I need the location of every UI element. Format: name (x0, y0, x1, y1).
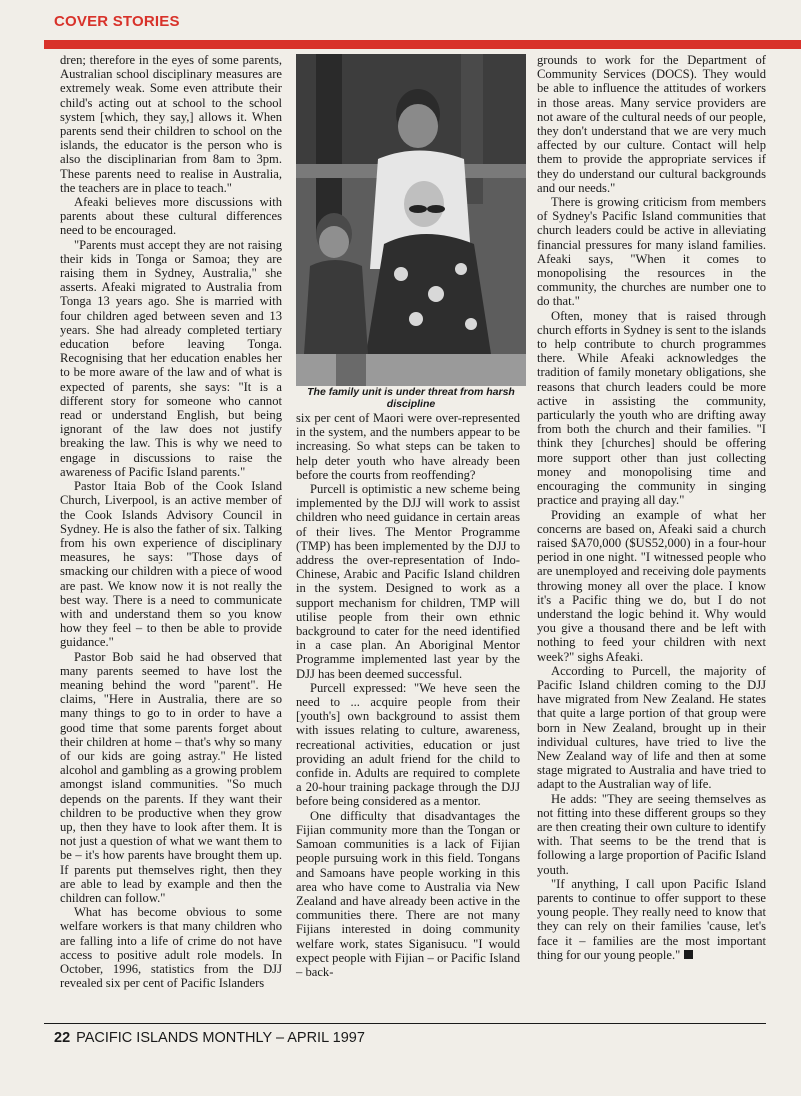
paragraph: Often, money that is raised through church efforts in Sydney is sent to the islands to help contribute to church programmes there. While Afeaki acknowledges the tradition of family monetary obligations, she reasons that church leaders could be more active in assisting the community, particularly the youth who are drifting away from both the church and their families. "I think they [churches] should be offering more support other than just collecting money and monopolising time and encouraging the community in singing practice and praying all day." (537, 308, 766, 508)
paragraph (537, 877, 766, 962)
paragraph: What has become obvious to some welfare workers is that many children who are falling into a life of crime do not have access to positive adult role models. In October, 1996, statistics from the DJJ revealed six per cent of Pacific Islanders (60, 905, 282, 991)
paragraph: According to Purcell, the majority of Pacific Island children coming to the DJJ have migrated from New Zealand. He states that quite a large portion of that group were born in New Zealand, brought up in their individual cultures, have tried to live the New Zealand way of life and then at some stage migrated to Australia and have tried to adapt to the Australian way of life. (537, 663, 766, 792)
end-of-story-icon (684, 950, 693, 959)
photo-caption: The family unit is under threat from harsh discipline (307, 386, 515, 410)
header-rule (44, 40, 801, 49)
paragraph: six per cent of Maori were over-represented in the system, and the numbers appear to be increasing. So what steps can be taken to help deter youth who have already been before the courts from reoffending? (296, 411, 520, 482)
footer-rule (44, 1023, 766, 1024)
column-2 (296, 411, 520, 979)
paragraph: Pastor Itaia Bob of the Cook Island Church, Liverpool, is an active member of the Cook Islands Advisory Council in Sydney. He is also the father of six. Talking from his own experience of disciplinary measures, he says: "Those days of smacking our children with a piece of wood are past. We know now it is not really the best way. There is a need to communicate with and understand them so you know how they feel – to then be able to provide guidance." (60, 479, 282, 650)
paragraph: Purcell expressed: "We heve seen the need to ... acquire people from their [youth's] own background to assist them with issues relating to culture, awareness, recreational activities, education or just providing an adult friend for the child to confide in. Adults are required to complete a 20-hour training package through the DJJ before being considered as a mentor. (296, 680, 520, 809)
paragraph: Afeaki believes more discussions with parents about these cultural differences need to be encouraged. (60, 195, 282, 238)
publication-line: PACIFIC ISLANDS MONTHLY – APRIL 1997 (76, 1030, 365, 1046)
column-3 (537, 53, 766, 962)
paragraph: dren; therefore in the eyes of some parents, Australian school disciplinary measures are extremely weak. Some even attribute their child's acting out at school to the school system [which, they say,] allows it. When parents send their children to school on the islands, the educator is the person who is also the disciplinarian from 8am to 3pm. These parents need to realise in Australia, the teachers are in place to teach." (60, 53, 282, 195)
paragraph: Providing an example of what her concerns are based on, Afeaki said a church raised $A70,000 ($US52,000) in a four-hour period in one night. "I witnessed people who are unemployed and receiving dole payments throwing money all over the place. I know it's a Pacific thing we do, but I do not understand the logic behind it. Why would you give a thousand there and be left with nothing to feed your children with next week?" sighs Afeaki. (537, 507, 766, 664)
paragraph: There is growing criticism from members of Sydney's Pacific Island communities that church leaders could be active in alleviating financial pressures for many island families. Afeaki says, "When it comes to monopolising the resources in the community, the churches are number one to do that." (537, 195, 766, 309)
paragraph: One difficulty that disadvantages the Fijian community more than the Tongan or Samoan communities is a lack of Fijian people pursuing work in this field. Tongans and Samoans have people working in this area who have come to Australia via New Zealand and have already been active in the communities there. There are not many Fijians interested in doing community welfare work, states Siganisucu. "I would expect people with Fijian – or Pacific Island – back- (296, 808, 520, 979)
page-number: 22 (54, 1030, 71, 1046)
paragraph: He adds: "They are seeing themselves as not fitting into these different groups so they are then creating their own culture to identify with. That seems to be the trend that is following a large proportion of Pacific Island youth. (537, 791, 766, 877)
family-photo (296, 54, 526, 386)
paragraph: grounds to work for the Department of Community Services (DOCS). They would be able to influence the attitudes of workers in those areas. Many service providers are not aware of the cultural needs of our people, they don't understand that we are very much affected by our culture. Contact will help them to provide the appropriate services if they do understand our cultural backgrounds and our needs." (537, 53, 766, 195)
paragraph: Purcell is optimistic a new scheme being implemented by the DJJ will work to assist children who need guidance in certain areas of their lives. The Mentor Programme (TMP) has been implemented by the DJJ to address the over-representation of Indo-Chinese, Arabic and Pacific Island children in the system. Designed to work as a support mechanism for children, TMP will utilise people from their own ethnic background to cater for the need identified in a case plan. An Aboriginal Mentor Programme implemented last year by the DJJ has been deemed successful. (296, 482, 520, 681)
paragraph: Pastor Bob said he had observed that many parents seemed to have lost the meaning behind the word "parent". He claims, "Here in Australia, there are so many things to go to in order to have a good time that some parents forget about their children at home – that's why so many of our kids are going astray." He listed alcohol and gambling as a growing problem amongst island communities. "So much depends on the parents. If they want their children to be productive when they grow up, then they have to look after them. It is not just a question of what we want them to be – it's how parents have brought them up. If parents put themselves right, then they are able to lead by example and then the children can follow." (60, 649, 282, 905)
closing-paragraph: "If anything, I call upon Pacific Island parents to continue to offer support to these young people. They really need to know that they can rely on their families 'cause, let's face it – families are the most important thing for our young people." (537, 876, 766, 962)
paragraph: "Parents must accept they are not raising their kids in Tonga or Samoa; they are raising them in Sydney, Australia," she asserts. Afeaki migrated to Australia from Tonga 13 years ago. She is married with four children aged between seven and 13 years. She had already completed tertiary education before leaving Tonga. Recognising that her education enables her to be more aware of the law and of what is expected of parents, she says: "It is a different story for someone who cannot read or understand English, but being ignorant of the law does not justify breaking the law. This is why we need to engage in discussions to raise the awareness of Pacific Island parents." (60, 237, 282, 479)
column-1 (60, 53, 282, 990)
section-label: COVER STORIES (54, 13, 180, 30)
page-footer (54, 1030, 365, 1046)
family-photo-icon (296, 54, 526, 386)
